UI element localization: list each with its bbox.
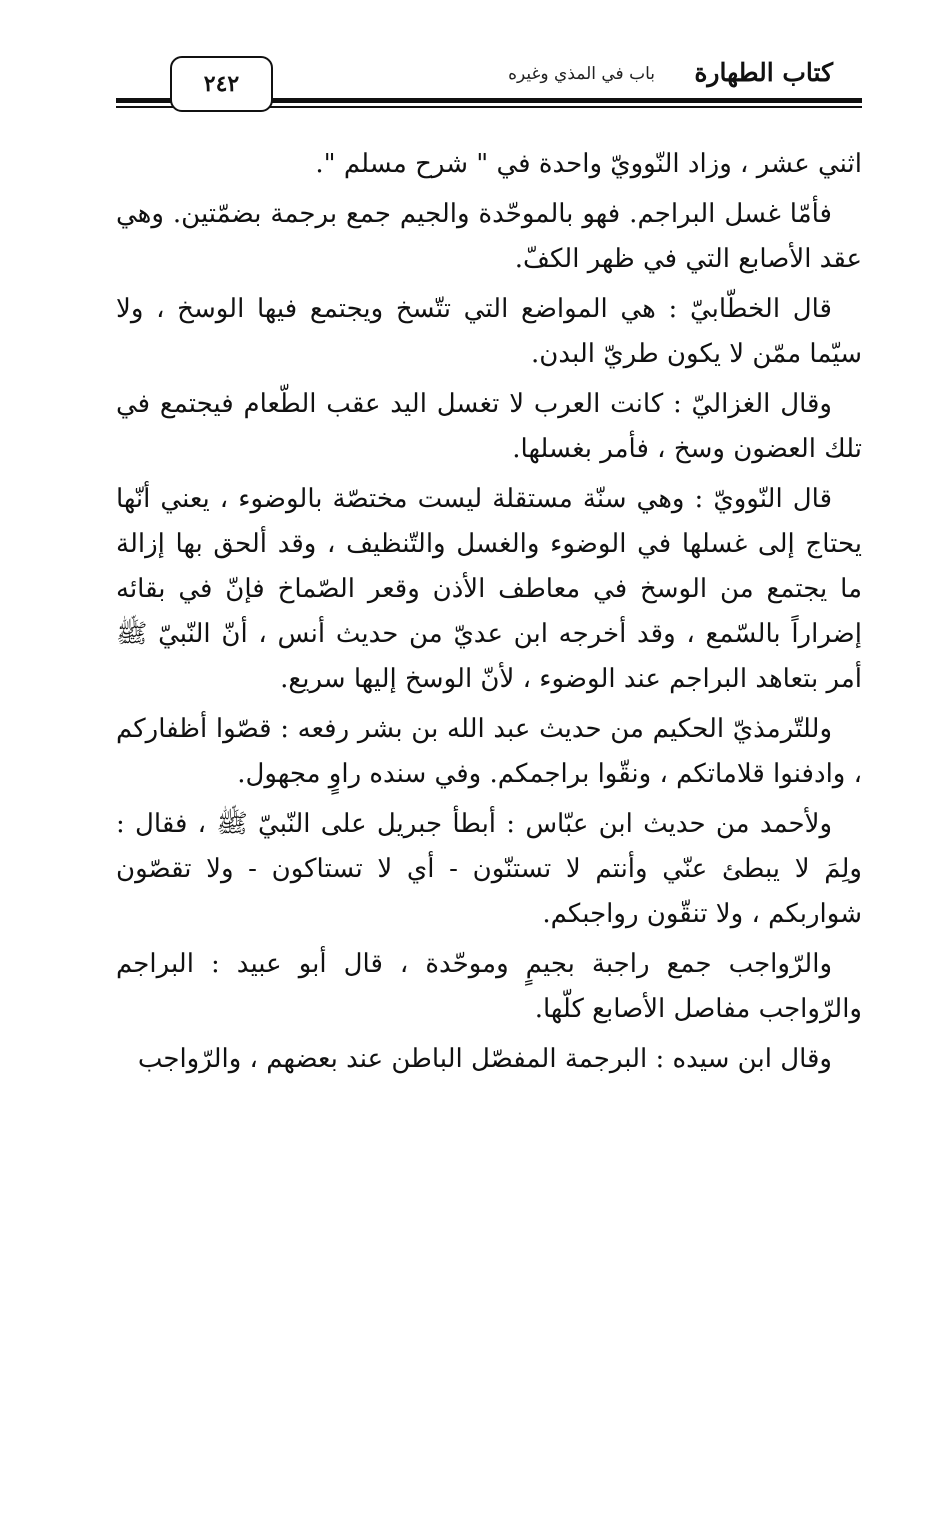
- chapter-title: باب في المذي وغيره: [508, 64, 655, 84]
- page-body: [116, 142, 862, 1087]
- paragraph: قال النّوويّ : وهي سنّة مستقلة ليست مختصّة بالوضوء ، يعني أنّها يحتاج إلى غسلها في الوضوء والغسل والتّنظيف ، وقد ألحق بها إزالة ما يجتمع من الوسخ في معاطف الأذن وقعر الصّماخ فإنّ في بقائه إضراراً بالسّمع ، وقد أخرجه ابن عديّ من حديث أنس ، أنّ النّبيّ ﷺ أمر بتعاهد البراجم عند الوضوء ، لأنّ الوسخ إليها سريع.: [116, 484, 863, 694]
- page-header: [0, 0, 945, 120]
- paragraph: فأمّا غسل البراجم. فهو بالموحّدة والجيم جمع برجمة بضمّتين. وهي عقد الأصابع التي في ظهر الكفّ.: [116, 199, 862, 274]
- paragraph: قال الخطّابيّ : هي المواضع التي تتّسخ ويجتمع فيها الوسخ ، ولا سيّما ممّن لا يكون طريّ البدن.: [116, 294, 862, 369]
- page-number: ٢٤٢: [170, 56, 273, 112]
- paragraph: وقال ابن سيده : البرجمة المفصّل الباطن عند بعضهم ، والرّواجب: [137, 1044, 832, 1074]
- paragraph: وللتّرمذيّ الحكيم من حديث عبد الله بن بشر رفعه : قصّوا أظفاركم ، وادفنوا قلاماتكم ، ونقّوا براجمكم. وفي سنده راوٍ مجهول.: [116, 714, 862, 789]
- paragraph: والرّواجب جمع راجبة بجيمٍ وموحّدة ، قال أبو عبيد : البراجم والرّواجب مفاصل الأصابع كلّها.: [116, 949, 862, 1024]
- paragraph: اثني عشر ، وزاد النّوويّ واحدة في " شرح مسلم ".: [315, 149, 862, 179]
- paragraph: وقال الغزاليّ : كانت العرب لا تغسل اليد عقب الطّعام فيجتمع في تلك العضون وسخ ، فأمر بغسلها.: [116, 389, 862, 464]
- book-title: كتاب الطهارة: [694, 58, 833, 87]
- paragraph: ولأحمد من حديث ابن عبّاس : أبطأ جبريل على النّبيّ ﷺ ، فقال : ولِمَ لا يبطئ عنّي وأنتم لا تستنّون - أي لا تستاكون - ولا تقصّون شواربكم ، ولا تنقّون رواجبكم.: [116, 809, 862, 929]
